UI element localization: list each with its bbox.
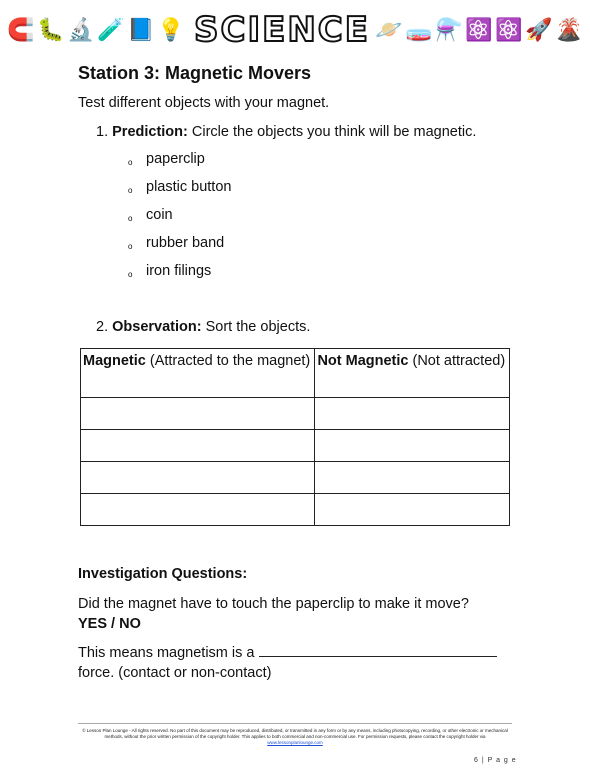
planet-icon: 🪐 xyxy=(375,17,403,42)
header-bold: Magnetic xyxy=(83,353,146,369)
list-item[interactable] xyxy=(128,263,231,291)
intro-text: Test different objects with your magnet. xyxy=(78,95,330,111)
option-label: iron filings xyxy=(146,263,212,279)
list-item[interactable] xyxy=(128,235,231,263)
banner-title: SCIENCE xyxy=(194,10,370,50)
page-number: 6 | P a g e xyxy=(474,757,517,764)
question-label: Prediction: xyxy=(112,124,188,140)
microscope-icon: 🔬 xyxy=(67,17,95,42)
table-cell[interactable] xyxy=(315,494,510,526)
bullet-icon: o xyxy=(128,242,133,251)
option-label: paperclip xyxy=(146,151,205,167)
rocket-icon: 🚀 xyxy=(525,17,553,42)
answer-blank[interactable] xyxy=(259,642,497,657)
footer-divider xyxy=(78,723,512,724)
option-label: rubber band xyxy=(146,235,225,251)
observation-question xyxy=(96,319,310,335)
science-banner xyxy=(8,10,582,50)
magnetic-header xyxy=(81,349,315,398)
option-label: plastic button xyxy=(146,179,232,195)
table-cell[interactable] xyxy=(315,462,510,494)
beaker-icon: ⚗️ xyxy=(435,17,463,42)
lightbulb-icon: 💡 xyxy=(157,17,185,42)
list-item[interactable] xyxy=(128,207,231,235)
magnet-icon: 🧲 xyxy=(7,17,35,42)
option-label: coin xyxy=(146,207,173,223)
header-note: (Attracted to the magnet) xyxy=(149,353,311,369)
website-link[interactable]: www.lessonplanlounge.com xyxy=(267,740,323,745)
volcano-icon: 🌋 xyxy=(555,17,583,42)
table-row xyxy=(81,430,510,462)
table-cell[interactable] xyxy=(81,430,315,462)
table-cell[interactable] xyxy=(81,462,315,494)
flask-icon: 🧪 xyxy=(97,17,125,42)
investigation-question-1 xyxy=(78,594,518,634)
question-number: 2. xyxy=(96,319,109,335)
investigation-heading: Investigation Questions: xyxy=(78,566,248,582)
table-cell[interactable] xyxy=(315,430,510,462)
worm-icon: 🐛 xyxy=(37,17,65,42)
table-row xyxy=(81,462,510,494)
question-text: Sort the objects. xyxy=(205,319,311,335)
copyright-text: © Lesson Plan Lounge - All rights reserved. No part of this document may be reproduced, distributed, or transmitted in any form or by any means, including photocopying, recording, or other electronic or mechanical methods, without the prior written permission of the copyright holder. This applies to both commercial and non-commercial use. For permission requests, please contact the copyright holder via xyxy=(82,728,508,739)
list-item[interactable] xyxy=(128,179,231,207)
bullet-icon: o xyxy=(128,270,133,279)
list-item[interactable] xyxy=(128,151,231,179)
test-tubes-icon: 🧫 xyxy=(405,17,433,42)
copyright-footer xyxy=(78,728,512,746)
table-row xyxy=(81,494,510,526)
header-bold: Not Magnetic xyxy=(317,353,409,369)
page-title: Station 3: Magnetic Movers xyxy=(78,63,312,83)
question-text: Circle the objects you think will be magnetic. xyxy=(191,124,477,140)
bullet-icon: o xyxy=(128,186,133,195)
investigation-question-2 xyxy=(78,642,518,683)
table-cell[interactable] xyxy=(315,398,510,430)
question-text: Did the magnet have to touch the paperclip to make it move? xyxy=(78,596,469,612)
bullet-icon: o xyxy=(128,214,133,223)
molecule-icon: ⚛️ xyxy=(465,17,493,42)
table-header-row xyxy=(81,349,510,398)
table-cell[interactable] xyxy=(81,398,315,430)
not-magnetic-header xyxy=(315,349,510,398)
question-label: Observation: xyxy=(112,319,202,335)
question-number: 1. xyxy=(96,124,109,140)
bullet-icon: o xyxy=(128,158,133,167)
yes-no-answer[interactable]: YES / NO xyxy=(78,616,141,632)
question-text: This means magnetism is a xyxy=(78,645,255,661)
book-icon: 📘 xyxy=(127,17,155,42)
question-text-end: force. (contact or non-contact) xyxy=(78,665,272,681)
table-cell[interactable] xyxy=(81,494,315,526)
prediction-question xyxy=(96,124,476,140)
atom-icon: ⚛️ xyxy=(495,17,523,42)
header-note: (Not attracted) xyxy=(412,353,506,369)
table-row xyxy=(81,398,510,430)
sort-table xyxy=(80,348,510,526)
object-list xyxy=(128,151,231,291)
